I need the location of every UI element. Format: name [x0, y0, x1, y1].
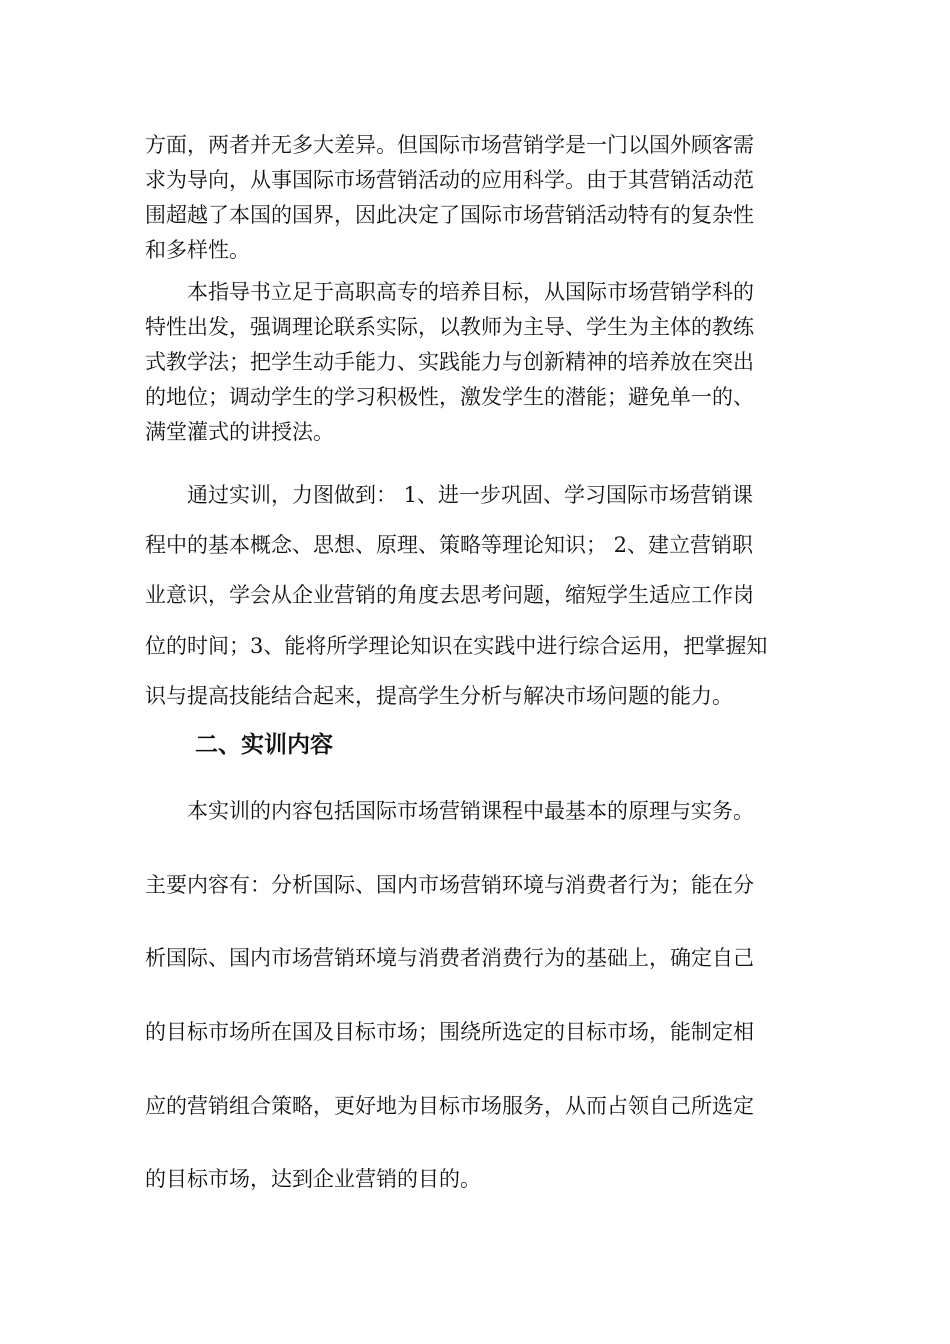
paragraph-3-line-5: 识与提高技能结合起来，提高学生分析与解决市场问题的能力。: [145, 684, 733, 708]
section-heading: 二、实训内容: [195, 732, 333, 758]
paragraph-2-line-2: 特性出发，强调理论联系实际，以教师为主导、学生为主体的教练: [145, 315, 754, 339]
paragraph-5-line-1: 主要内容有：分析国际、国内市场营销环境与消费者行为；能在分: [145, 873, 754, 897]
paragraph-1-line-1: 方面，两者并无多大差异。但国际市场营销学是一门以国外顾客需: [145, 133, 754, 157]
paragraph-5-line-4: 应的营销组合策略，更好地为目标市场服务，从而占领自己所选定: [145, 1094, 754, 1118]
paragraph-2-line-3: 式教学法；把学生动手能力、实践能力与创新精神的培养放在突出: [145, 350, 754, 374]
paragraph-1-line-2: 求为导向，从事国际市场营销活动的应用科学。由于其营销活动范: [145, 168, 754, 192]
paragraph-2-line-4: 的地位；调动学生的学习积极性，激发学生的潜能；避免单一的、: [145, 385, 754, 409]
paragraph-5-line-2: 析国际、国内市场营销环境与消费者消费行为的基础上，确定自己: [145, 946, 754, 970]
paragraph-5-line-3: 的目标市场所在国及目标市场；围绕所选定的目标市场，能制定相: [145, 1020, 754, 1044]
paragraph-1-line-4: 和多样性。: [145, 238, 250, 262]
paragraph-4-line-1: 本实训的内容包括国际市场营销课程中最基本的原理与实务。: [187, 799, 754, 823]
paragraph-1-line-3: 围超越了本国的国界，因此决定了国际市场营销活动特有的复杂性: [145, 203, 754, 227]
paragraph-3-line-4: 位的时间；3、能将所学理论知识在实践中进行综合运用，把掌握知: [145, 634, 768, 658]
paragraph-5-line-5: 的目标市场，达到企业营销的目的。: [145, 1167, 481, 1191]
paragraph-2-line-1: 本指导书立足于高职高专的培养目标，从国际市场营销学科的: [187, 280, 754, 304]
paragraph-3-line-1: 通过实训，力图做到： 1、进一步巩固、学习国际市场营销课: [187, 483, 754, 507]
paragraph-2-line-5: 满堂灌式的讲授法。: [145, 420, 334, 444]
paragraph-3-line-2: 程中的基本概念、思想、原理、策略等理论知识； 2、建立营销职: [145, 533, 754, 557]
paragraph-3-line-3: 业意识，学会从企业营销的角度去思考问题，缩短学生适应工作岗: [145, 583, 754, 607]
